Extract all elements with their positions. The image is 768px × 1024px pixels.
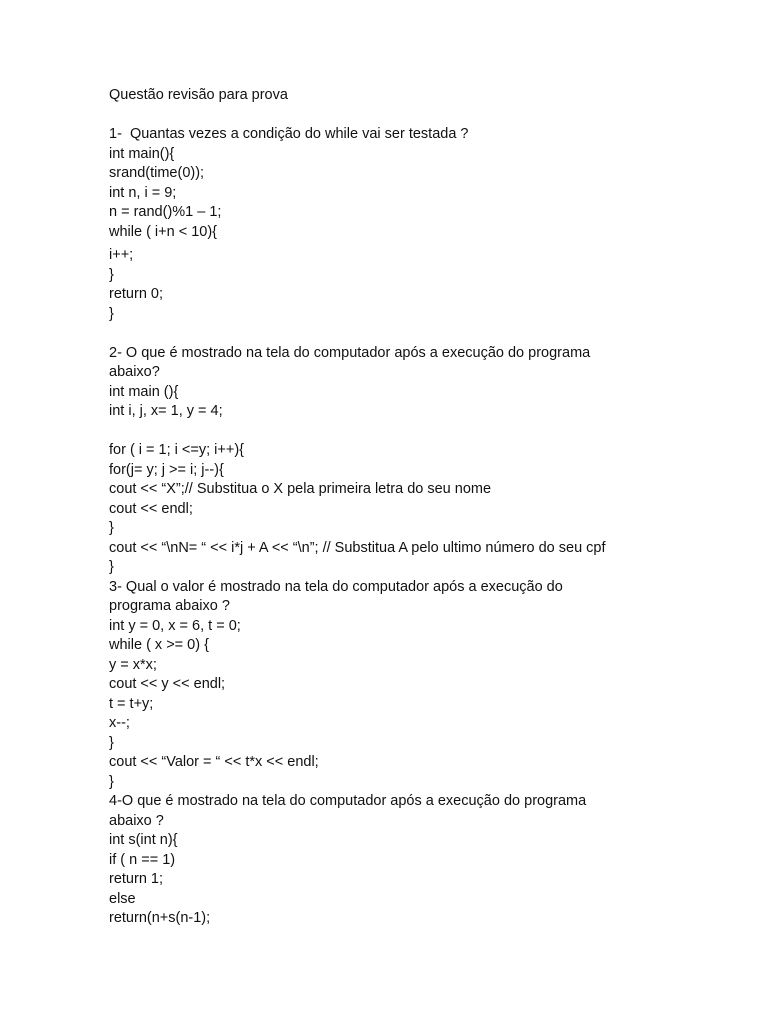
q2-code-line: for ( i = 1; i <=y; i++){ xyxy=(109,442,244,458)
q2-code-line: } xyxy=(109,520,114,536)
q2-code-line: cout << “\nN= “ << i*j + A << “\n”; // Substitua A pelo ultimo número do seu cpf xyxy=(109,539,606,556)
q4-code-line: if ( n == 1) xyxy=(109,851,176,868)
q2-heading-continued: abaixo? xyxy=(109,364,160,380)
q3-code-line: while ( x >= 0) { xyxy=(109,637,209,653)
blank-line xyxy=(109,324,729,344)
q1-code-line: } xyxy=(109,305,114,322)
q3-code-line: } xyxy=(109,734,114,751)
q4-code-line: else xyxy=(109,890,136,907)
q4-code-line: return 1; xyxy=(109,871,163,887)
q1-code-line: int main(){ xyxy=(109,145,175,162)
document-content xyxy=(109,86,729,929)
q1-code-line: return 0; xyxy=(109,286,163,302)
blank-line xyxy=(109,106,729,126)
q1-heading: 1- Quantas vezes a condição do while vai ser testada ? xyxy=(109,126,469,142)
q3-code-line: cout << y << endl; xyxy=(109,676,226,692)
q2-code-line: cout << “X”;// Substitua o X pela primeira letra do seu nome xyxy=(109,481,492,497)
q2-code-line: for(j= y; j >= i; j--){ xyxy=(109,461,224,478)
document-title: Questão revisão para prova xyxy=(109,87,288,103)
q3-code-line: y = x*x; xyxy=(109,656,157,673)
q3-heading: 3- Qual o valor é mostrado na tela do computador após a execução do xyxy=(109,578,563,595)
q1-code-line: i++; xyxy=(109,247,134,263)
q3-code-line: x--; xyxy=(109,715,130,731)
q1-code-line: int n, i = 9; xyxy=(109,184,177,201)
q1-code-line: srand(time(0)); xyxy=(109,165,205,181)
q3-code-line: int y = 0, x = 6, t = 0; xyxy=(109,617,241,634)
q4-code-line: return(n+s(n-1); xyxy=(109,910,211,926)
q2-heading: 2- O que é mostrado na tela do computador após a execução do programa xyxy=(109,344,591,361)
q3-code-line: cout << “Valor = “ << t*x << endl; xyxy=(109,754,319,770)
q2-code-line: } xyxy=(109,559,114,575)
q1-code-line: n = rand()%1 – 1; xyxy=(109,204,222,220)
q2-code-line: int i, j, x= 1, y = 4; xyxy=(109,403,223,419)
q2-code-line: cout << endl; xyxy=(109,500,193,517)
q3-code-line: t = t+y; xyxy=(109,695,154,712)
q4-heading-continued: abaixo ? xyxy=(109,812,164,829)
q3-heading-continued: programa abaixo ? xyxy=(109,598,230,614)
q2-code-line: int main (){ xyxy=(109,383,179,400)
q1-code-line: while ( i+n < 10){ xyxy=(109,223,218,240)
q4-heading: 4-O que é mostrado na tela do computador após a execução do programa xyxy=(109,793,587,809)
q3-code-line: } xyxy=(109,773,114,790)
q4-code-line: int s(int n){ xyxy=(109,832,178,848)
blank-line xyxy=(109,422,729,442)
q1-code-line: } xyxy=(109,266,114,283)
